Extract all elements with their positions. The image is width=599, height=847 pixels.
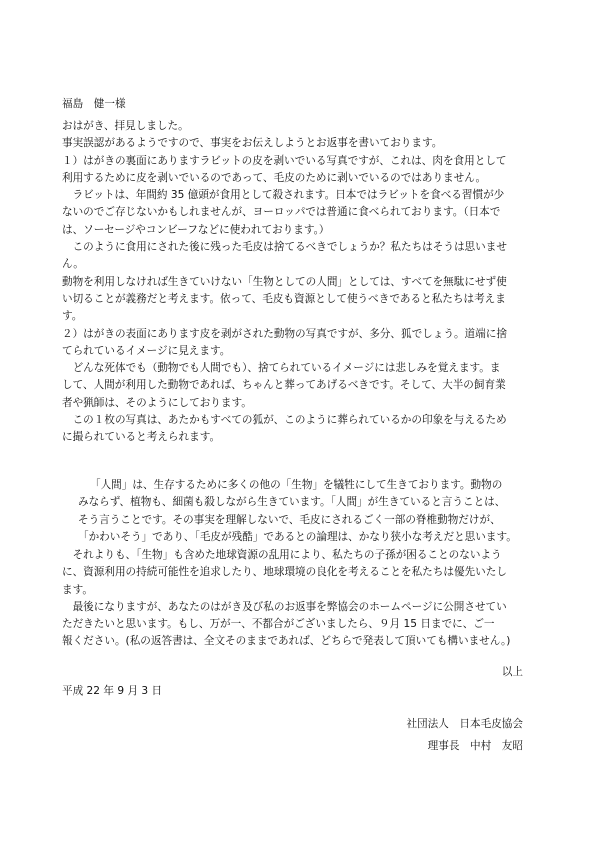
- addressee: 福島 健一様: [62, 98, 126, 110]
- body-line: １）はがきの裏面にありますラビットの皮を剥いでいる写真ですが、これは、肉を食用として: [62, 154, 507, 167]
- body-line: 者や猟師は、そのようにしております。: [62, 396, 252, 409]
- body-line: 最後になりますが、あなたのはがき及び私のお返事を弊協会のホームページに公開させてい: [62, 600, 507, 613]
- body-line: この１枚の写真は、あたかもすべての狐が、このように葬られているかの印象を与えるため: [62, 414, 507, 427]
- body-line: に、資源利用の持続可能性を追求したり、地球環境の良化を考えることを私たちは優先いたし: [62, 566, 507, 579]
- body-line: 事実誤認があるようですので、事実をお伝えしようとお返事を書いております。: [62, 137, 443, 150]
- body-line: てられているイメージに見えます。: [62, 344, 231, 357]
- body-line: ます。: [62, 583, 93, 596]
- body-line: 動物を利用しなければ生きていけない「生物としての人間」としては、すべてを無駄にせず使: [62, 275, 507, 288]
- body-line: どんな死体でも（動物でも人間でも）、捨てられているイメージには悲しみを覚えます。ま: [62, 362, 501, 375]
- letter-date: 平成 22 年 9 月 3 日: [62, 685, 163, 697]
- closing-mark: 以上: [501, 666, 523, 678]
- letter-body-part-1: [62, 118, 532, 447]
- body-line: それよりも、「生物」も含めた地球資源の乱用により、私たちの子孫が困ることのないよう: [62, 549, 502, 561]
- body-line: ラビットは、年間約 35 億頭が食用として殺されます。日本ではラビットを食べる習慣が少: [62, 189, 505, 202]
- body-line: ないのでご存じないかもしれませんが、ヨーロッパでは普通に食べられております。（日本で: [62, 206, 501, 219]
- body-line: おはがき、拝見しました。: [62, 120, 189, 132]
- body-line: ただきたいと思います。もし、万が一、不都合がございましたら、９月 15 日までに、ご一: [62, 618, 495, 631]
- body-line: 利用するために皮を剥いでいるのであって、毛皮のために剥いでいるのではありません。: [62, 171, 487, 184]
- quote-line: 「かわいそう」であり、「毛皮が残酷」であるとの論理は、かなり狭小な考えだと思います。: [78, 530, 517, 543]
- body-line: に撮られていると考えられます。: [62, 431, 221, 444]
- letter-body-part-2: [62, 547, 532, 651]
- quote-line: みならず、植物も、細菌も殺しながら生きています。「人間」が生きていると言うことは、: [78, 496, 506, 509]
- quote-line: そう言うことです。その事実を理解しないで、毛皮にされるごく一部の脊椎動物だけが、: [78, 513, 501, 526]
- body-line: ２）はがきの表面にあります皮を剥がされた動物の写真ですが、多分、狐でしょう。道端に捨: [62, 327, 507, 340]
- body-line: は、ソーセージやコンビーフなどに使われております。）: [62, 223, 330, 236]
- body-line: 報ください。(私の返答書は、全文そのままであれば、どちらで発表して頂いても構いません。): [62, 635, 511, 648]
- body-line: す。: [62, 310, 83, 323]
- signer-name: 理事長 中村 友昭: [427, 740, 523, 752]
- organization-name: 社団法人 日本毛皮協会: [406, 718, 523, 730]
- quoted-passage: [78, 477, 530, 546]
- quote-line: 「人間」は、生存するために多くの他の「生物」を犠牲にして生きております。動物の: [90, 479, 503, 491]
- body-line: い切ることが義務だと考えます。依って、毛皮も資源として使うべきであると私たちは考えま: [62, 292, 506, 305]
- body-line: ん。: [62, 258, 84, 271]
- body-line: して、人間が利用した動物であれば、ちゃんと葬ってあげるべきです。そして、大半の飼育業: [62, 379, 506, 392]
- body-line: このように食用にされた後に残った毛皮は捨てるべきでしょうか？私たちはそうは思いませ: [62, 241, 507, 254]
